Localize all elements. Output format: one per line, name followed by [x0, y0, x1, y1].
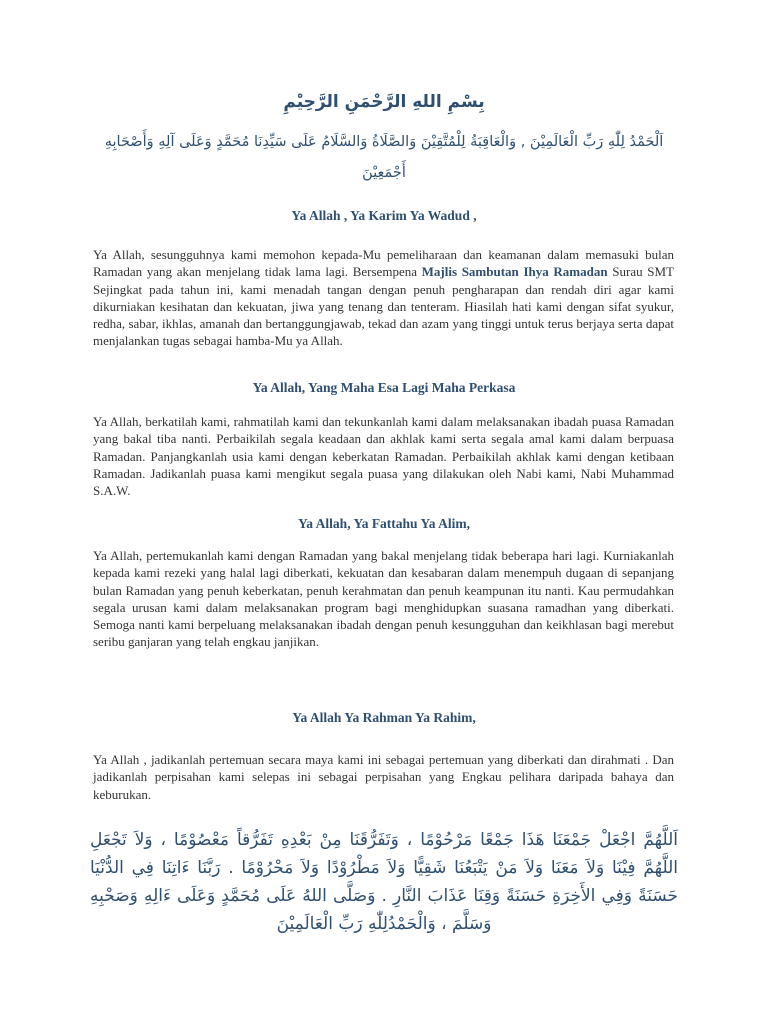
heading-ya-fattahu: Ya Allah, Ya Fattahu Ya Alim,	[298, 516, 470, 531]
paragraph-ya-rahman: Ya Allah , jadikanlah pertemuan secara maya kami ini sebagai pertemuan yang diberkati dan dirahmati . Dan jadikanlah perpisahan kami selepas ini sebagai perpisahan yang Engkau pelihara daripada bahaya dan keburukan.	[93, 752, 674, 802]
paragraph-ya-karim-text-end: Surau SMT Sejingkat pada tahun ini, kami menadah tangan dengan penuh pengharapan dan rendah diri agar kami dikurniakan kesihatan dan kekuatan, jiwa yang tenang dan tenteram. Hiasilah hati kami dengan sifat syukur, redha, sabar, ikhlas, amanah dan bertanggungjawab, tekad dan azam yang tinggi untuk terus berjaya serta dapat menjalankan tugas sebagai hamba-Mu ya Allah.	[93, 264, 674, 349]
paragraph-maha-esa: Ya Allah, berkatilah kami, rahmatilah kami dan tekunkanlah kami dalam melaksanakan ibadah puasa Ramadan yang bakal tiba nanti. Perbaikilah segala keadaan dan akhlak kami serta segala amal kami dalam berpuasa Ramadan. Panjangkanlah usia kami dengan keberkatan Ramadan. Perbaikilah akhlak kami dengan ketibaan Ramadan. Jadikanlah puasa kami mengikut segala puasa yang dilakukan oleh Nabi kami, Nabi Muhammad S.A.W.	[93, 414, 674, 499]
hamdalah-line: اَلْحَمْدُ لِلّٰهِ رَبِّ الْعَالَمِيْنَ , وَالْعَاقِبَةُ لِلْمُتَّقِيْنَ وَالصَّلَاةُ وَالسَّلَامُ عَلَى سَيِّدِنَا مُحَمَّدٍ وَعَلَى آلِهِ وَأَصْحَابِهِ أَجْمَعِيْنَ	[104, 134, 664, 181]
heading-maha-esa: Ya Allah, Yang Maha Esa Lagi Maha Perkasa	[252, 380, 516, 395]
heading-ya-rahman: Ya Allah Ya Rahman Ya Rahim,	[292, 710, 476, 725]
paragraph-ya-fattahu: Ya Allah, pertemukanlah kami dengan Ramadan yang bakal menjelang tidak beberapa hari lagi. Kurniakanlah kepada kami rezeki yang halal lagi diberkati, kekuatan dan kesabaran dalam menempuh dugaan di sepanjang bulan Ramadan yang penuh keberkatan, penuh kerahmatan dan penuh keampunan itu nanti. Kau permudahkan segala urusan kami dalam melaksanakan program bagi menghidupkan suasana ramadhan yang diberkati. Semoga nanti kami berpeluang melaksanakan ibadah dengan penuh kesungguhan dan keikhlasan bagi merebut seribu ganjaran yang telah engkau janjikan.	[93, 548, 674, 650]
event-name: Majlis Sambutan Ihya Ramadan	[421, 264, 608, 280]
paragraph-ya-karim	[93, 246, 674, 350]
closing-doa: اَللَّهُمَّ اجْعَلْ جَمْعَنَا هَذَا جَمْعًا مَرْحُوْمًا ، وَتَفَرُّقَنَا مِنْ بَعْدِهِ تَفَرُّقاً مَعْصُوْمًا ، وَلاَ تَجْعَلِ اللَّهُمَّ فِيْنَا وَلاَ مَعَنَا وَلاَ مَنْ يَتْبَعُنَا شَقِيًّا وَلاَ مَطْرُوْدًا وَلاَ مَحْرُوْمًا . رَبَّنَا ءَاتِنَا فِي الدُّنْيَا حَسَنَةً وَفِي الأَخِرَةِ حَسَنَةً وَقِنَا عَذَابَ النَّارِ . وَصَلَّى اللهُ عَلَى مُحَمَّدٍ وَعَلَى ءَالِهِ وَصَحْبِهِ وَسَلَّمَ ، وَالْحَمْدُلِلّٰهِ رَبِّ الْعَالَمِيْنَ	[90, 830, 678, 934]
bismillah-line: بِسْمِ اللهِ الرَّحْمَنِ الرَّحِيْمِ	[283, 92, 485, 112]
paragraph-ya-karim-text-start: Ya Allah, sesungguhnya kami memohon kepada-Mu pemeliharaan dan keamanan dalam memasuki bulan Ramadan yang akan menjelang tidak lama lagi. Bersempena	[93, 247, 674, 280]
heading-ya-karim: Ya Allah , Ya Karim Ya Wadud ,	[291, 208, 477, 223]
